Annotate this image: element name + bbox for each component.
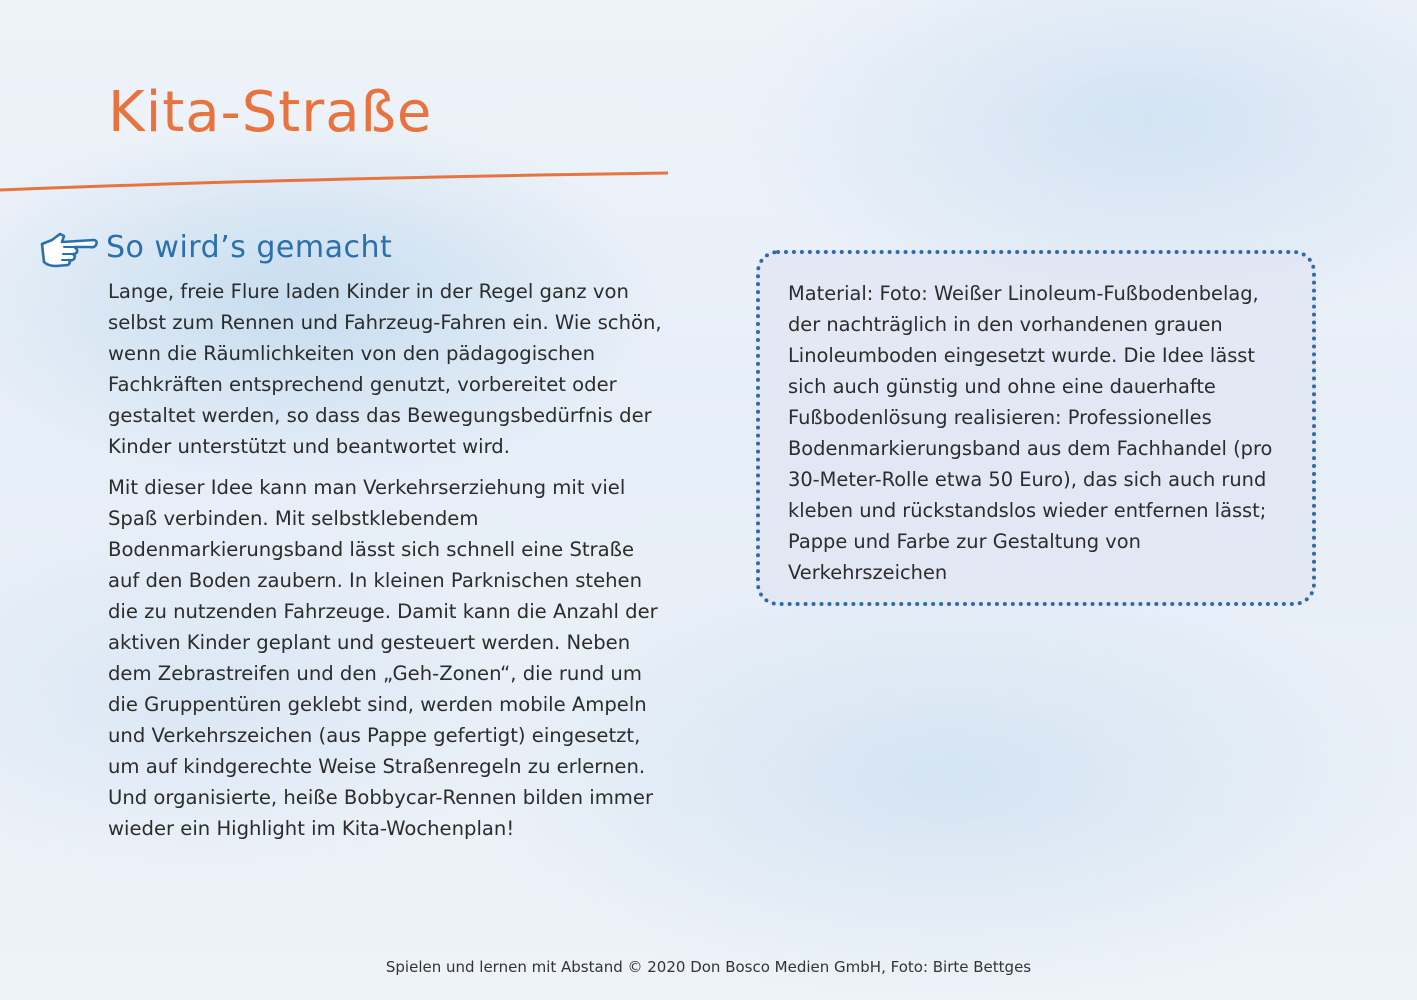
footer-credit — [0, 958, 1417, 976]
section-heading: So wird’s gemacht — [106, 229, 393, 265]
pointing-hand-icon — [38, 222, 100, 272]
body-paragraph-2: Mit dieser Idee kann man Verkehrserziehung mit viel Spaß verbinden. Mit selbstklebendem Bodenmarkierungsband lässt sich schnell eine Straße auf den Boden zaubern. In kleinen Parknischen stehen die zu nutzenden Fahrzeuge. Damit kann die Anzahl der aktiven Kinder geplant und gesteuert werden. Neben dem Zebrastreifen und den „Geh-Zonen“, die rund um die Gruppentüren geklebt sind, werden mobile Ampeln und Verkehrszeichen (aus Pappe gefertigt) eingesetzt, um auf kindgerechte Weise Straßenregeln zu erlernen. Und organisierte, heiße Bobbycar-Rennen bilden immer wieder ein Highlight im Kita-Wochenplan! — [108, 476, 658, 840]
footer-text: Spielen und lernen mit Abstand © 2020 Don Bosco Medien GmbH, Foto: Birte Bettges — [385, 958, 1032, 976]
page-title: Kita-Straße — [108, 80, 433, 145]
material-box — [756, 250, 1316, 606]
body-paragraph-1: Lange, freie Flure laden Kinder in der Regel ganz von selbst zum Rennen und Fahrzeug-Fahren ein. Wie schön, wenn die Räumlichkeiten von den pädagogischen Fachkräften entsprechend genutzt, vorbereitet oder gestaltet werden, so dass das Bewegungsbedürfnis der Kinder unterstützt und beantwortet wird. — [108, 280, 662, 458]
title-underline — [0, 170, 668, 194]
section-header — [38, 222, 392, 272]
material-text: Material: Foto: Weißer Linoleum-Fußbodenbelag, der nachträglich in den vorhandenen grauen Linoleumboden eingesetzt wurde. Die Idee lässt sich auch günstig und ohne eine dauerhafte Fußbodenlösung realisieren: Professionelles Bodenmarkierungsband aus dem Fachhandel (pro 30-Meter-Rolle etwa 50 Euro), das sich auch rund kleben und rückstandslos wieder entfernen lässt; Pappe und Farbe zur Gestaltung von Verkehrszeichen — [788, 282, 1273, 584]
body-text — [108, 276, 668, 854]
